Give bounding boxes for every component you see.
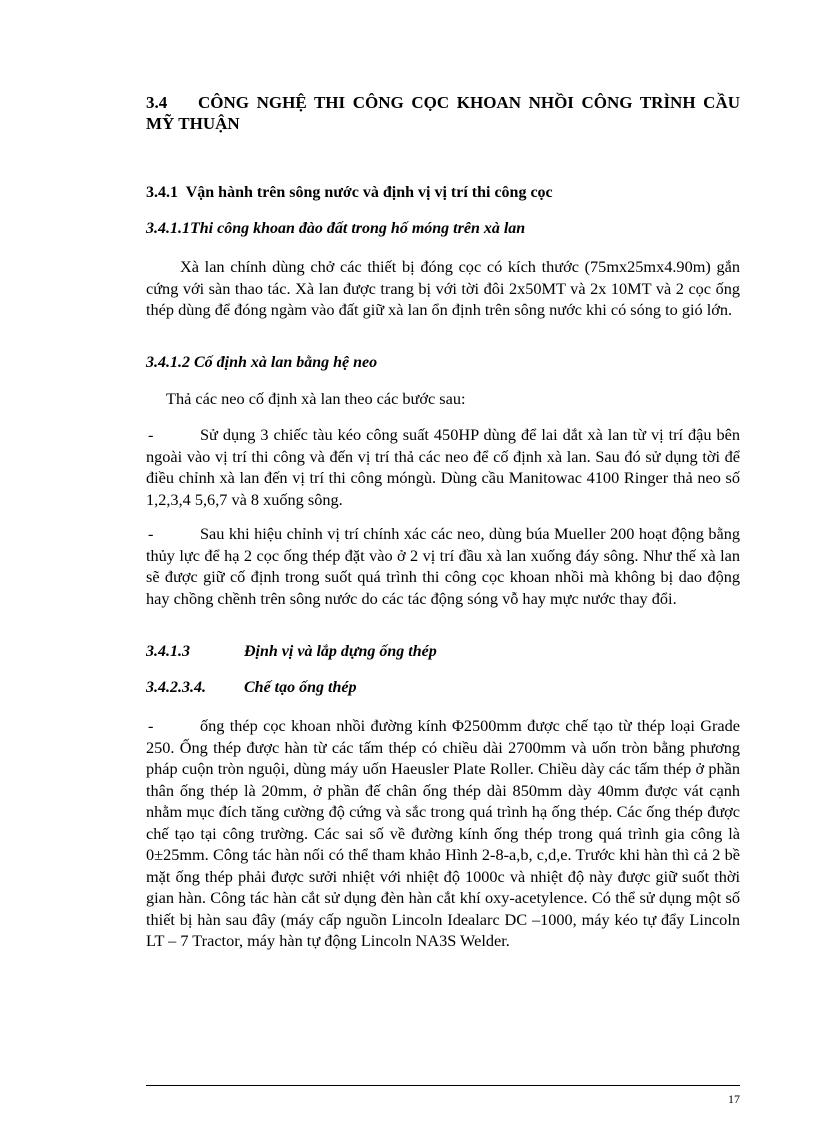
- bullet-text-1: Sử dụng 3 chiếc tàu kéo công suất 450HP dùng để lai dắt xà lan từ vị trí đậu bên ngoài vào vị trí thi công và đến vị trí thả các neo để cố định xà lan. Sau đó sử dụng tời để điều chỉnh xà lan đến vị trí thi công móngù. Dùng cầu Manitowac 4100 Ringer thả neo số 1,2,3,4 5,6,7 và 8 xuống sông.: [146, 425, 740, 509]
- bullet-item-1: [146, 424, 740, 510]
- main-heading-number: 3.4: [146, 93, 168, 112]
- section-3-4-1-3-number: 3.4.1.3: [146, 643, 190, 660]
- section-3-4-1-heading: 3.4.1 Vận hành trên sông nước và định vị vị trí thi công cọc: [146, 184, 553, 201]
- barge-paragraph: Xà lan chính dùng chở các thiết bị đóng cọc có kích thước (75mx25mx4.90m) gắn cứng với sàn thao tác. Xà lan được trang bị với tời đôi 2x50MT và 2x 10MT và 2 cọc ống thép dùng để đóng ngàm vào đất giữ xà lan ổn định trên sông nước khi có sóng to gió lớn.: [146, 257, 740, 319]
- section-3-4-1-1-heading: 3.4.1.1Thi công khoan đào đất trong hố móng trên xà lan: [146, 220, 526, 237]
- main-heading-line2: MỸ THUẬN: [146, 114, 240, 133]
- main-heading-line1: CÔNG NGHỆ THI CÔNG CỌC KHOAN NHỒI CÔNG TRÌNH CẦU: [198, 93, 740, 112]
- footer-rule: [146, 1085, 740, 1086]
- bullet-item-3: [146, 715, 740, 952]
- section-3-4-2-3-4-number: 3.4.2.3.4.: [146, 679, 206, 696]
- bullet-dash-1: -: [148, 425, 154, 444]
- anchor-intro-paragraph: Thả các neo cố định xà lan theo các bước sau:: [166, 389, 466, 408]
- bullet-item-2: [146, 523, 740, 609]
- section-3-4-1-2-heading: 3.4.1.2 Cố định xà lan bằng hệ neo: [146, 354, 378, 371]
- page-number: 17: [728, 1092, 740, 1106]
- main-heading: [146, 92, 740, 134]
- bullet-dash-3: -: [148, 716, 154, 735]
- section-3-4-1-3-title: Định vị và lắp dựng ống thép: [244, 643, 437, 660]
- bullet-dash-2: -: [148, 524, 154, 543]
- section-3-4-2-3-4-title: Chế tạo ống thép: [244, 679, 357, 696]
- bullet-text-3: ống thép cọc khoan nhồi đường kính Φ2500mm được chế tạo từ thép loại Grade 250. Ống thép được hàn từ các tấm thép có chiều dài 2700mm và uốn tròn bằng phương pháp cuộn tròn nguội, dùng máy uốn Haeusler Plate Roller. Chiều dày các tấm thép ở phần thân ống thép là 20mm, ở phần đế chân ống thép dài 850mm dày 40mm được vát cạnh nhằm mục đích tăng cường độ cứng và sắc trong quá trình hạ ống thép. Các ống thép được chế tạo tại công trường. Các sai số về đường kính ống thép trong quá trình gia công là 0±25mm. Công tác hàn nối có thể tham khảo Hình 2-8-a,b, c,d,e. Trước khi hàn thì cả 2 bề mặt ống thép phải được sưởi nhiệt với nhiệt độ 1000c và nhiệt độ này được giữ suốt thời gian hàn. Công tác hàn cắt sử dụng đèn hàn cắt khí oxy-acetylence. Có thể sử dụng một số thiết bị hàn sau đây (máy cấp nguồn Lincoln Idealarc DC –1000, máy kéo tự đẩy Lincoln LT – 7 Tractor, máy hàn tự động Lincoln NA3S Welder.: [146, 716, 740, 950]
- section-3-4-2-3-4-heading: [146, 679, 740, 697]
- bullet-text-2: Sau khi hiệu chỉnh vị trí chính xác các neo, dùng búa Mueller 200 hoạt động bằng thủy lực để hạ 2 cọc ống thép đặt vào ở 2 vị trí đầu xà lan xuống đáy sông. Như thế xà lan sẽ được giữ cố định trong suốt quá trình thi công cọc khoan nhồi mà không bị dao động hay chồng chềnh trên sông nước do các tác động sóng vỗ hay mực nước thay đổi.: [146, 524, 740, 608]
- section-3-4-1-3-heading: [146, 643, 740, 661]
